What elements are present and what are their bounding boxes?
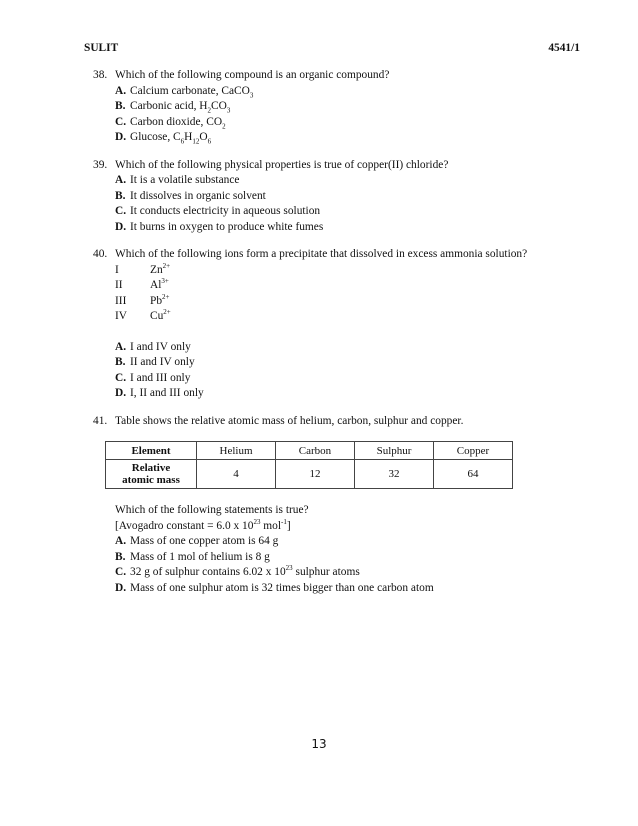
question-41 xyxy=(93,414,553,597)
question-number: 41. xyxy=(93,414,108,427)
table-cell: Copper xyxy=(434,442,513,460)
table-header-cell: Element xyxy=(106,442,197,460)
option-c: C. Carbon dioxide, $CO_2$ xyxy=(115,115,226,130)
question-prompt: Which of the following statements is true? xyxy=(115,504,309,516)
table-row xyxy=(106,442,513,460)
table-cell: 4 xyxy=(197,460,276,489)
table-cell: 32 xyxy=(355,460,434,489)
table-cell: 12 xyxy=(276,460,355,489)
ion-item: II $Al^{3+}$ xyxy=(115,277,169,291)
page-number: 13 xyxy=(311,737,327,751)
ion-item: III $Pb^{2+}$ xyxy=(115,292,170,307)
option-c: C. It conducts electricity in aqueous solution xyxy=(115,205,321,217)
option-a: A. Mass of one copper atom is 64 g xyxy=(115,535,279,547)
page-header xyxy=(84,42,580,54)
table-cell: Sulphur xyxy=(355,442,434,460)
question-number: 39. xyxy=(93,158,108,171)
option-a: A. It is a volatile substance xyxy=(115,174,240,186)
option-d: D. Glucose, $C_6H_{12}O_6$ xyxy=(115,131,212,146)
question-number: 38. xyxy=(93,69,108,81)
question-38 xyxy=(93,68,553,146)
question-stem: Which of the following ions form a precipitate that dissolved in excess ammonia solution? xyxy=(115,248,528,260)
question-content xyxy=(93,68,553,608)
atomic-mass-table xyxy=(105,441,513,489)
table-cell: 64 xyxy=(434,460,513,489)
option-a: A. I and IV only xyxy=(115,340,191,353)
option-b: B. It dissolves in organic solvent xyxy=(115,189,266,202)
ion-item: IV $Cu^{2+}$ xyxy=(115,308,171,322)
option-d: D. I, II and III only xyxy=(115,387,204,399)
table-cell: Carbon xyxy=(276,442,355,460)
question-39 xyxy=(93,158,553,236)
option-b: B. Mass of 1 mol of helium is 8 g xyxy=(115,550,270,563)
option-d: D. It burns in oxygen to produce white fumes xyxy=(115,220,324,233)
table-row xyxy=(106,460,513,489)
option-c: C. 32 g of sulphur contains 6.02 x $10^{23}$ sulphur atoms xyxy=(115,564,360,578)
option-d: D. Mass of one sulphur atom is 32 times bigger than one carbon atom xyxy=(115,581,434,594)
option-b: B. II and IV only xyxy=(115,356,195,368)
option-c: C. I and III only xyxy=(115,371,191,384)
header-classification: SULIT xyxy=(84,42,119,54)
question-stem: Table shows the relative atomic mass of helium, carbon, sulphur and copper. xyxy=(115,414,464,427)
table-header-cell: Relative atomic mass xyxy=(106,460,197,489)
table-cell: Helium xyxy=(197,442,276,460)
ion-item: I $Zn^{2+}$ xyxy=(115,261,171,276)
question-stem: Which of the following compound is an organic compound? xyxy=(115,69,390,81)
header-paper-code: 4541/1 xyxy=(548,42,580,54)
question-40 xyxy=(93,247,553,402)
question-stem: Which of the following physical properties is true of copper(II) chloride? xyxy=(115,158,449,171)
question-number: 40. xyxy=(93,248,108,260)
option-a: A. Calcium carbonate, CaCO$_3$ xyxy=(115,84,254,99)
avogadro-constant: [Avogadro constant = 6.0 x $10^{23}$ mol$^{-1}$] xyxy=(115,517,291,532)
option-b: B. Carbonic acid, $H_2CO_3$ xyxy=(115,100,231,115)
